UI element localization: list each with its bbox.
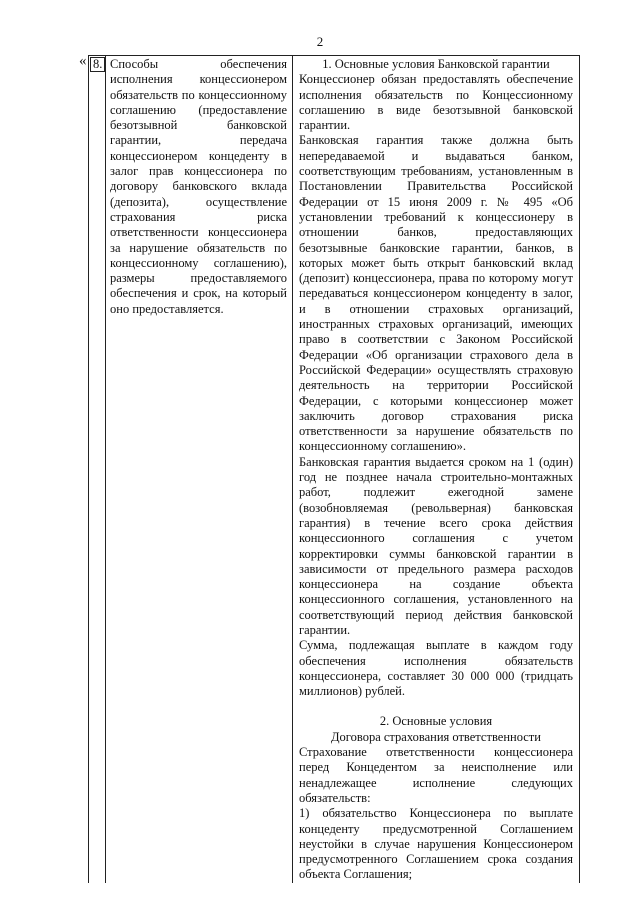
row-content-cell [293, 56, 580, 883]
row-number: 8. [90, 57, 105, 72]
section2-paragraph-2: 1) обязательство Концессионера по выплате концеденту предусмотренной Соглашением неустойки в случае нарушения Концессионером предусмотренного Соглашением срока создания объекта Соглашения; [299, 806, 573, 882]
table-row [89, 56, 580, 883]
row-number-cell [89, 56, 106, 883]
section1-paragraph-3: Банковская гарантия выдается сроком на 1 (один) год не позднее начала строительно-монтажных работ, подлежит ежегодной замене (возобновляемая (револьверная) банковская гарантия) в течение всего срока действия концессионного соглашения с учетом корректировки суммы банковской гарантии в зависимости от предельного размера расходов концессионера на создание объекта концессионного соглашения, установленного на соответствующий период действия банковской гарантии. [299, 454, 573, 637]
row-label-cell [106, 56, 293, 883]
page-number: 2 [316, 34, 324, 49]
opening-quote-mark: « [79, 53, 87, 69]
section2-title-line1: 2. Основные условия [379, 714, 493, 729]
section1-title: 1. Основные условия Банковской гарантии [322, 57, 550, 71]
row-label-text: Способы обеспечения исполнения концессионером обязательств по концессионному соглашению (предоставление безотзывной банковской гарантии, передача концессионером концеденту в залог прав концессионера по договору банковского вклада (депозита), осуществление страхования риска ответственности концессионера за нарушение обязательств по концессионному соглашению), размеры предоставляемого обеспечения и срок, на который оно предоставляется. [110, 57, 287, 316]
section1-paragraph-1: Концессионер обязан предоставлять обеспечение исполнения обязательств по Концессионному соглашению в виде безотзывной банковской гарантии. [299, 72, 573, 133]
concession-terms-table [88, 55, 580, 883]
section2-paragraph-1: Страхование ответственности концессионера перед Концедентом за неисполнение или ненадлежащее исполнение следующих обязательств: [299, 745, 573, 805]
section1-paragraph-2: Банковская гарантия также должна быть непередаваемой и выдаваться банком, соответствующим требованиям, установленным в Постановлении Правительства Российской Федерации от 15 июня 2009 г. № 495 «Об установлении требований к концессионеру в отношении банков, предоставляющих безотзывные банковские гарантии, банков, в которых может быть открыт банковский вклад (депозит) концессионера, права по которому могут передаваться концессионером концеденту в залог, и в отношении страховых организаций, иностранных страховых организаций, имеющих право в соответствии с Законом Российской Федерации «Об организации страхового дела в Российской Федерации» осуществлять страховую деятельность на территории Российской Федерации, с которыми концессионер может заключить договор страхования риска ответственности за нарушение обязательств по концессионному соглашению». [299, 133, 573, 454]
section1-paragraph-4: Сумма, подлежащая выплате в каждом году обеспечения исполнения обязательств концессионера, составляет 30 000 000 (тридцать миллионов) рублей. [299, 638, 573, 699]
section2-title-line2: Договора страхования ответственности [331, 729, 541, 744]
